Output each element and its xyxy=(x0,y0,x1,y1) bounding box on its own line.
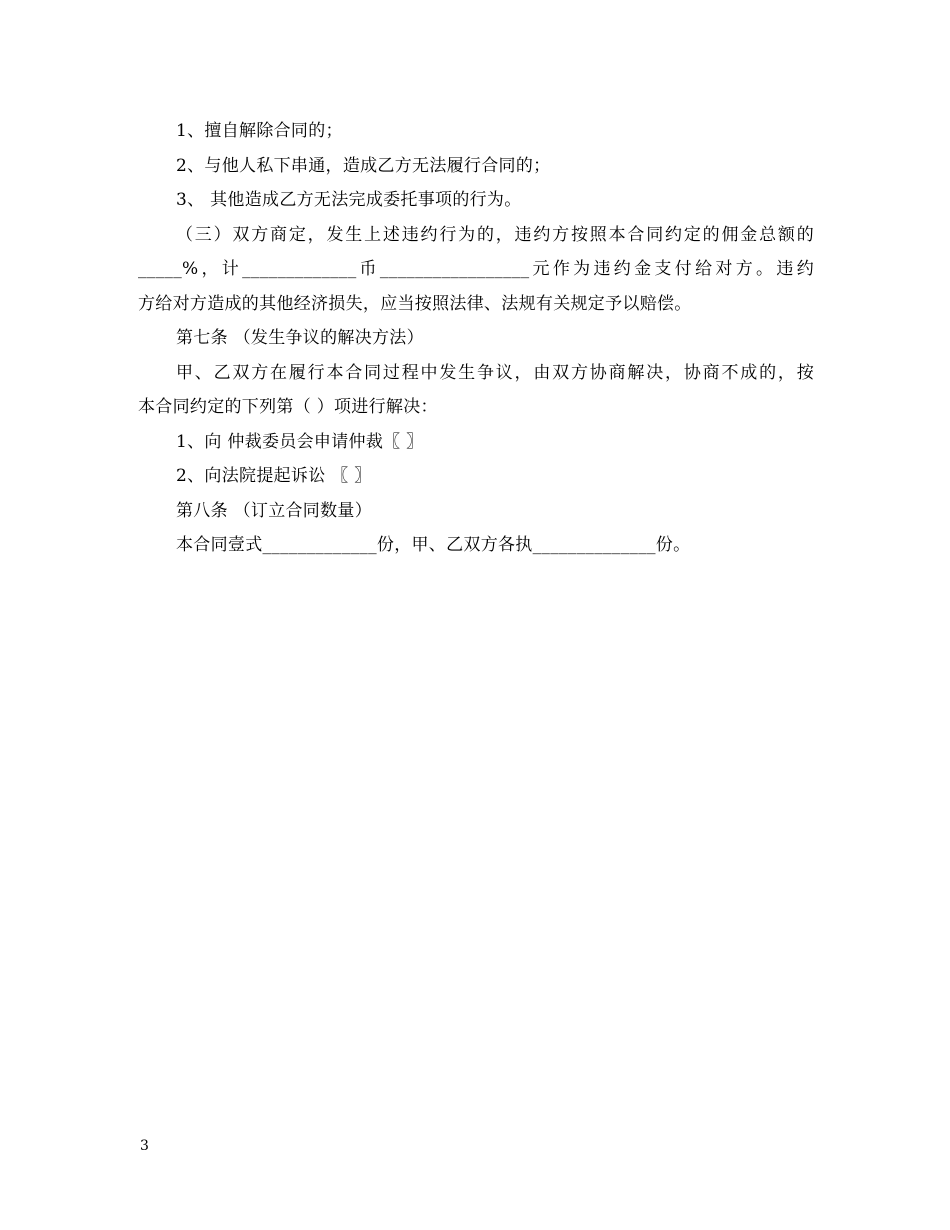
paragraph-penalty-line-3: 方给对方造成的其他经济损失，应当按照法律、法规有关规定予以赔偿。 xyxy=(138,293,692,314)
article-7-heading: 第七条 （发生争议的解决方法） xyxy=(176,328,424,348)
article-8-heading: 第八条 （订立合同数量） xyxy=(176,500,373,521)
contract-copies-line: 本合同壹式_____________份，甲、乙双方各执______________份。 xyxy=(176,535,691,555)
clause-item-3: 3、 其他造成乙方无法完成委托事项的行为。 xyxy=(176,190,522,210)
paragraph-dispute-line-1: 甲、乙双方在履行本合同过程中发生争议，由双方协商解决，协商不成的，按 xyxy=(176,362,814,383)
dispute-option-litigation: 2、向法院提起诉讼 〖 〗 xyxy=(176,466,372,486)
paragraph-penalty-line-2: _____%，计_____________币_________________元作为违约金支付给对方。违约 xyxy=(138,259,814,279)
page-number: 3 xyxy=(140,1138,149,1154)
clause-item-1: 1、擅自解除合同的； xyxy=(176,121,343,141)
document-body xyxy=(138,114,814,563)
paragraph-penalty-line-1: （三）双方商定，发生上述违约行为的，违约方按照本合同约定的佣金总额的 xyxy=(176,224,814,245)
clause-item-2: 2、与他人私下串通，造成乙方无法履行合同的； xyxy=(176,155,551,176)
paragraph-dispute-line-2: 本合同约定的下列第（ ）项进行解决： xyxy=(138,397,438,417)
dispute-option-arbitration: 1、向 仲裁委员会申请仲裁〖 〗 xyxy=(176,431,424,452)
